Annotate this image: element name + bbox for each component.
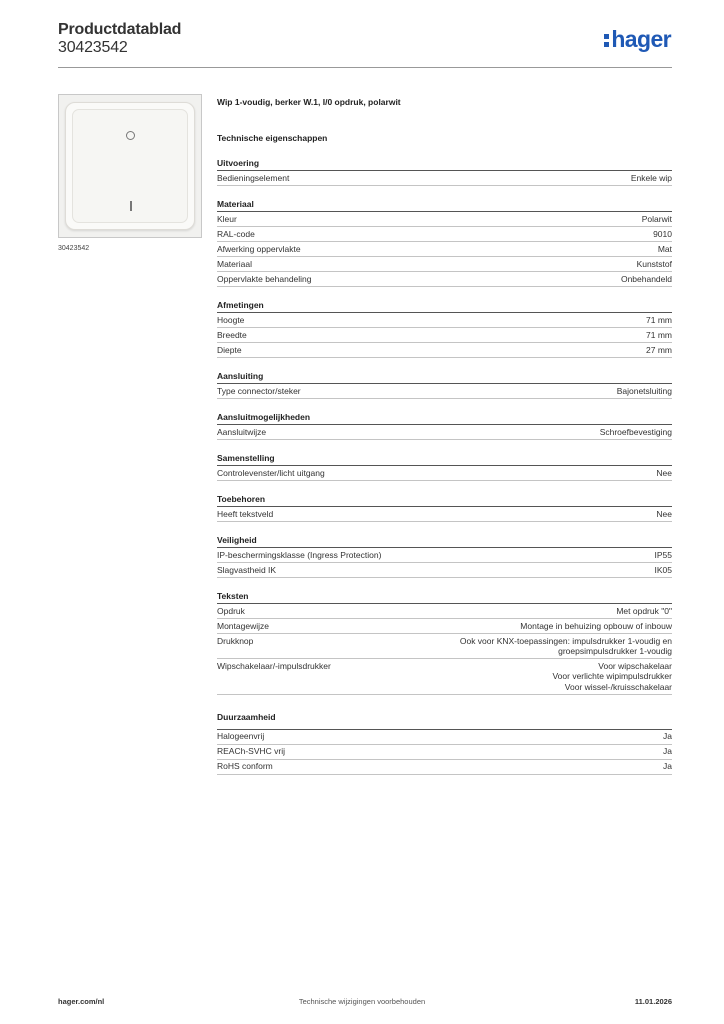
logo-mark-icon: [604, 31, 609, 49]
spec-sections: [217, 157, 672, 775]
spec-value: Bajonetsluiting: [616, 385, 672, 396]
spec-label: Hoogte: [217, 314, 245, 325]
spec-section: [217, 299, 672, 358]
switch-frame: [65, 102, 195, 230]
spec-value: 27 mm: [646, 344, 672, 355]
spec-content: [217, 96, 672, 775]
spec-row: [217, 730, 672, 745]
spec-label: Oppervlakte behandeling: [217, 273, 312, 284]
spec-row: [217, 171, 672, 186]
product-number: 30423542: [58, 39, 128, 56]
on-symbol-icon: [130, 201, 132, 211]
spec-row: [217, 343, 672, 358]
spec-value: Met opdruk "0": [616, 605, 672, 616]
spec-section: [217, 590, 672, 695]
spec-label: REACh-SVHC vrij: [217, 746, 286, 756]
hager-logo: [604, 28, 671, 51]
spec-value: IP55: [654, 549, 672, 560]
spec-row: [217, 272, 672, 287]
spec-row: [217, 425, 672, 440]
header-divider: [58, 67, 672, 68]
section-title: Toebehoren: [217, 493, 672, 507]
spec-label: Montagewijze: [217, 620, 269, 631]
footer-website: hager.com/nl: [58, 997, 105, 1006]
spec-row: [217, 507, 672, 522]
spec-value: 9010: [653, 228, 672, 239]
section-title: Materiaal: [217, 198, 672, 212]
spec-label: Drukknop: [217, 635, 254, 646]
specs-heading: Technische eigenschappen: [217, 133, 328, 143]
section-title: Aansluitmogelijkheden: [217, 411, 672, 425]
spec-value: Ook voor KNX-toepassingen: impulsdrukker 1-voudig en groepsimpulsdrukker 1-voudig: [459, 635, 672, 656]
spec-section: [217, 157, 672, 186]
spec-row: [217, 212, 672, 227]
spec-value: Polarwit: [641, 213, 672, 224]
spec-value: Schroefbevestiging: [599, 426, 672, 437]
spec-label: Breedte: [217, 329, 247, 340]
spec-value: Nee: [656, 508, 672, 519]
spec-label: Wipschakelaar/-impulsdrukker: [217, 660, 331, 671]
spec-row: [217, 745, 672, 760]
spec-value: IK05: [654, 564, 672, 575]
spec-section: [217, 411, 672, 440]
section-title: Afmetingen: [217, 299, 672, 313]
spec-row: [217, 634, 672, 659]
spec-row: [217, 328, 672, 343]
spec-value: Onbehandeld: [620, 273, 672, 284]
spec-section: [217, 370, 672, 399]
spec-label: RAL-code: [217, 228, 255, 239]
spec-row: [217, 227, 672, 242]
spec-row: [217, 466, 672, 481]
spec-row: [217, 760, 672, 775]
spec-label: IP-beschermingsklasse (Ingress Protection): [217, 549, 382, 560]
section-title: Veiligheid: [217, 534, 672, 548]
spec-label: Afwerking oppervlakte: [217, 243, 301, 254]
section-title: Duurzaamheid: [217, 711, 276, 722]
spec-value: Voor wipschakelaar Voor verlichte wipimpulsdrukker Voor wissel-/kruisschakelaar: [552, 660, 672, 692]
spec-label: RoHS conform: [217, 761, 273, 771]
spec-label: Type connector/steker: [217, 385, 301, 396]
product-title: Wip 1-voudig, berker W.1, I/0 opdruk, polarwit: [217, 97, 401, 107]
image-caption: 30423542: [58, 245, 90, 252]
spec-value: Montage in behuizing opbouw of inbouw: [520, 620, 672, 631]
spec-section: [217, 493, 672, 522]
section-title: Aansluiting: [217, 370, 672, 384]
spec-row: [217, 619, 672, 634]
off-symbol-icon: [126, 131, 135, 140]
spec-section: [217, 534, 672, 578]
spec-label: Diepte: [217, 344, 242, 355]
spec-value: Ja: [663, 761, 672, 771]
section-divider: [217, 723, 672, 730]
spec-section: [217, 711, 672, 775]
spec-value: Ja: [663, 746, 672, 756]
spec-row: [217, 548, 672, 563]
section-title: Uitvoering: [217, 157, 672, 171]
spec-label: Controlevenster/licht uitgang: [217, 467, 325, 478]
spec-row: [217, 242, 672, 257]
document-title: Productdatablad: [58, 21, 182, 38]
spec-row: [217, 563, 672, 578]
spec-row: [217, 384, 672, 399]
footer-disclaimer: Technische wijzigingen voorbehouden: [298, 997, 426, 1006]
switch-rocker: [72, 109, 188, 223]
spec-label: Bedieningselement: [217, 172, 290, 183]
logo-text: hager: [611, 26, 671, 52]
spec-value: Ja: [663, 731, 672, 741]
spec-label: Aansluitwijze: [217, 426, 267, 437]
section-title: Samenstelling: [217, 452, 672, 466]
section-title: Teksten: [217, 590, 672, 604]
footer-date: 11.01.2026: [634, 997, 672, 1006]
spec-label: Slagvastheid IK: [217, 564, 277, 575]
spec-value: Nee: [656, 467, 672, 478]
spec-value: 71 mm: [646, 314, 672, 325]
spec-row: [217, 257, 672, 272]
spec-row: [217, 659, 672, 695]
spec-label: Kleur: [217, 213, 237, 224]
spec-section: [217, 452, 672, 481]
spec-row: [217, 313, 672, 328]
product-image: [58, 94, 202, 238]
spec-label: Materiaal: [217, 258, 252, 269]
spec-section: [217, 198, 672, 287]
spec-label: Opdruk: [217, 605, 245, 616]
spec-row: [217, 604, 672, 619]
spec-value: Kunststof: [636, 258, 672, 269]
spec-value: Enkele wip: [630, 172, 672, 183]
spec-value: 71 mm: [646, 329, 672, 340]
spec-value: Mat: [657, 243, 672, 254]
spec-label: Heeft tekstveld: [217, 508, 274, 519]
spec-label: Halogeenvrij: [217, 731, 265, 741]
